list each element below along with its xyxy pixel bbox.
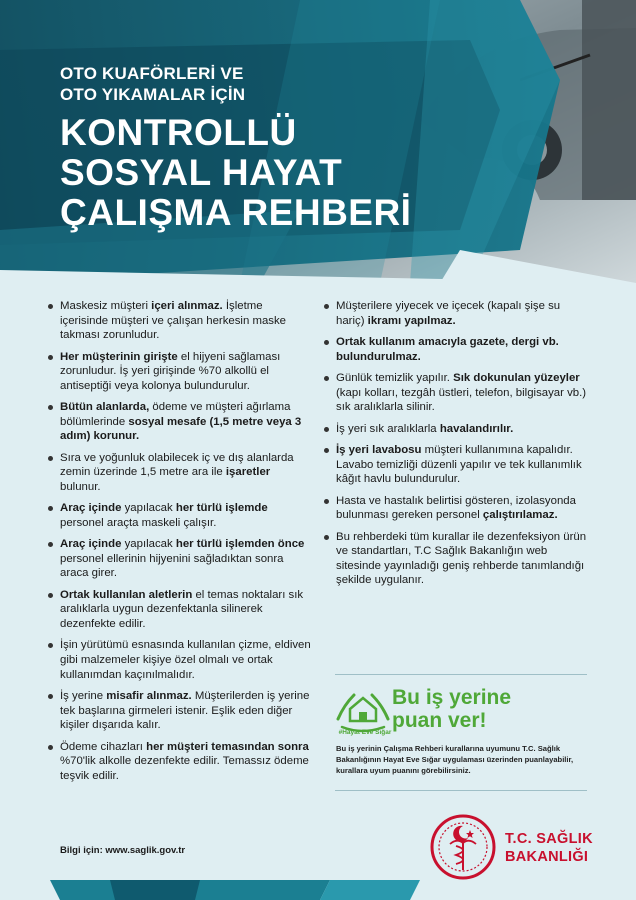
rule-text: bulunur. [60,480,101,493]
header-subtitle-line-2: OTO YIKAMALAR İÇİN [60,85,246,104]
rule-item [46,400,312,444]
rule-emphasis: misafir alınmaz. [106,690,192,703]
rule-item [322,335,590,364]
rule-emphasis: Ortak kullanım amacıyla gazete, dergi vb. bulundurulmaz. [336,335,559,363]
promo-title [392,686,511,732]
promo-text: Bu iş yerinin Çalışma Rehberi kurallarına uyumunu T.C. Sağlık Bakanlığının Hayat Eve Sığar uygulaması üzerinden puanlayabilir, kurallara uyum puanını görebilirsiniz. [336,744,574,775]
rule-text: Maskesiz müşteri [60,300,152,312]
ministry-emblem-icon [430,814,496,880]
rule-text: el hijyeni sağlaması zorunludur. İş yeri girişinde %70 alkollü el antiseptiği veya kolonya bulundurulur. [60,350,281,392]
rule-text: Hasta ve hastalık belirtisi gösteren, izolasyonda bulunması gereken personel [336,494,576,522]
header-banner [0,0,636,283]
rule-emphasis: çalıştırılamaz. [482,509,558,522]
rule-emphasis: Araç içinde [60,538,122,551]
rule-emphasis: işaretler [225,466,271,479]
rule-text: personel araçta maskeli çalışır. [60,516,217,529]
rule-text: yapılacak [121,538,176,551]
header-title-line-3: ÇALIŞMA REHBERİ [60,192,412,233]
right-rules-list [322,299,590,595]
rule-item [322,422,590,437]
promo-icon-caption: #Hayat Eve Sığar [338,729,392,736]
rule-text: Sıra ve yoğunluk olabilecek iç ve dış alanlarda zemin üzerinde 1,5 metre ara ile [60,451,294,479]
rule-item [322,443,590,487]
rule-item [46,588,312,632]
ministry-logo-text [505,830,593,866]
rule-text: %70'lik alkolle dezenfekte edilir. Temassız ödeme teşvik edilir. [60,755,309,782]
rule-text: personel ellerinin hijyenini sağladıktan sonra araca girer. [60,552,284,580]
rule-text: Müşterilerden iş yerine tek başlarına girmeleri istenir. Eşlik eden diğer kişiler dışarıda kalır. [60,690,310,732]
rule-text: Ödeme cihazları [60,740,147,753]
promo-title-line-2: puan ver! [392,709,487,732]
rule-emphasis: her türlü işlemden önce [175,538,305,551]
bottom-decorative-strip [0,880,636,900]
rule-item [46,638,312,682]
rule-text: Bu rehberdeki tüm kurallar ile dezenfeksiyon ürün ve standartları, T.C Sağlık Bakanlığın web sitesinde yayınladığı geniş rehberde tanımlandığı şekilde uygulanır. [336,530,587,587]
rule-text: İşletme içerisinde müşteri ve çalışan herkesin maske takması zorunludur. [60,300,287,342]
rule-text: ödeme ve müşteri ağırlama bölümlerinde [60,401,291,428]
rule-emphasis: ikramı yapılmaz. [367,314,456,327]
rule-text: el temas noktaları sık aralıklarla uygun dezenfektanla silinerek dezenfekte edilir. [60,588,304,631]
rule-emphasis: İş yeri lavabosu [336,443,422,456]
rule-emphasis: Sık dokunulan yüzeyler [453,371,580,384]
rule-emphasis: Ortak kullanılan aletlerin [60,588,193,601]
rule-emphasis: sosyal mesafe (1,5 metre veya 3 adım) korunur. [60,415,302,443]
rule-text: İş yerine [60,690,107,703]
rule-text: (kapı kolları, tezgâh üstleri, telefon, bilgisayar vb.) sık aralıklarla silinir. [336,386,587,414]
rule-text: yapılacak [121,502,176,515]
rule-text: İş yeri sık aralıklarla [336,422,440,435]
header-subtitle-line-1: OTO KUAFÖRLERİ VE [60,64,244,83]
rule-item [322,299,590,328]
rule-item [46,350,312,394]
rule-emphasis: havalandırılır. [439,422,514,435]
rule-emphasis: Araç içinde [60,502,122,515]
rule-item [46,740,312,784]
content-area [0,283,636,900]
left-rules-list [46,299,312,790]
rule-text: müşteri kullanımına kapalıdır. Lavabo temizliği düzenli yapılır ve tek kullanımlık kâğıt havlu bulundurulur. [336,443,582,486]
header-title-line-1: KONTROLLÜ [60,112,297,153]
rule-emphasis: Her müşterinin girişte [60,350,178,363]
rule-item [46,537,312,581]
header-title [60,113,411,233]
header-subtitle [60,63,245,105]
rule-item [322,371,590,415]
rule-item [46,299,312,343]
rule-item [46,451,312,495]
rule-item [322,494,590,523]
header-title-line-2: SOSYAL HAYAT [60,152,343,193]
logo-line-2: BAKANLIĞI [505,849,589,865]
logo-line-1: T.C. SAĞLIK [505,831,593,847]
rule-text: Günlük temizlik yapılır. [336,371,454,384]
promo-divider-bottom [335,790,587,791]
rule-text: İşin yürütümü esnasında kullanılan çizme, eldiven gibi malzemeler kişiye özel olmalı ve ortak kullanımdan kaçınılmalıdır. [60,639,311,681]
rule-emphasis: her türlü işlemde [175,502,268,515]
rule-emphasis: içeri alınmaz. [151,300,223,312]
promo-divider-top [335,674,587,675]
rule-item [46,501,312,530]
rule-item [46,689,312,733]
rule-text: Müşterilere yiyecek ve içecek (kapalı şişe su hariç) [336,300,561,327]
rule-emphasis: Bütün alanlarda, [60,401,150,414]
promo-title-line-1: Bu iş yerine [392,686,512,709]
rule-emphasis: her müşteri temasından sonra [146,740,309,753]
rule-item [322,530,590,588]
footer-info: Bilgi için: www.saglik.gov.tr [60,845,186,856]
